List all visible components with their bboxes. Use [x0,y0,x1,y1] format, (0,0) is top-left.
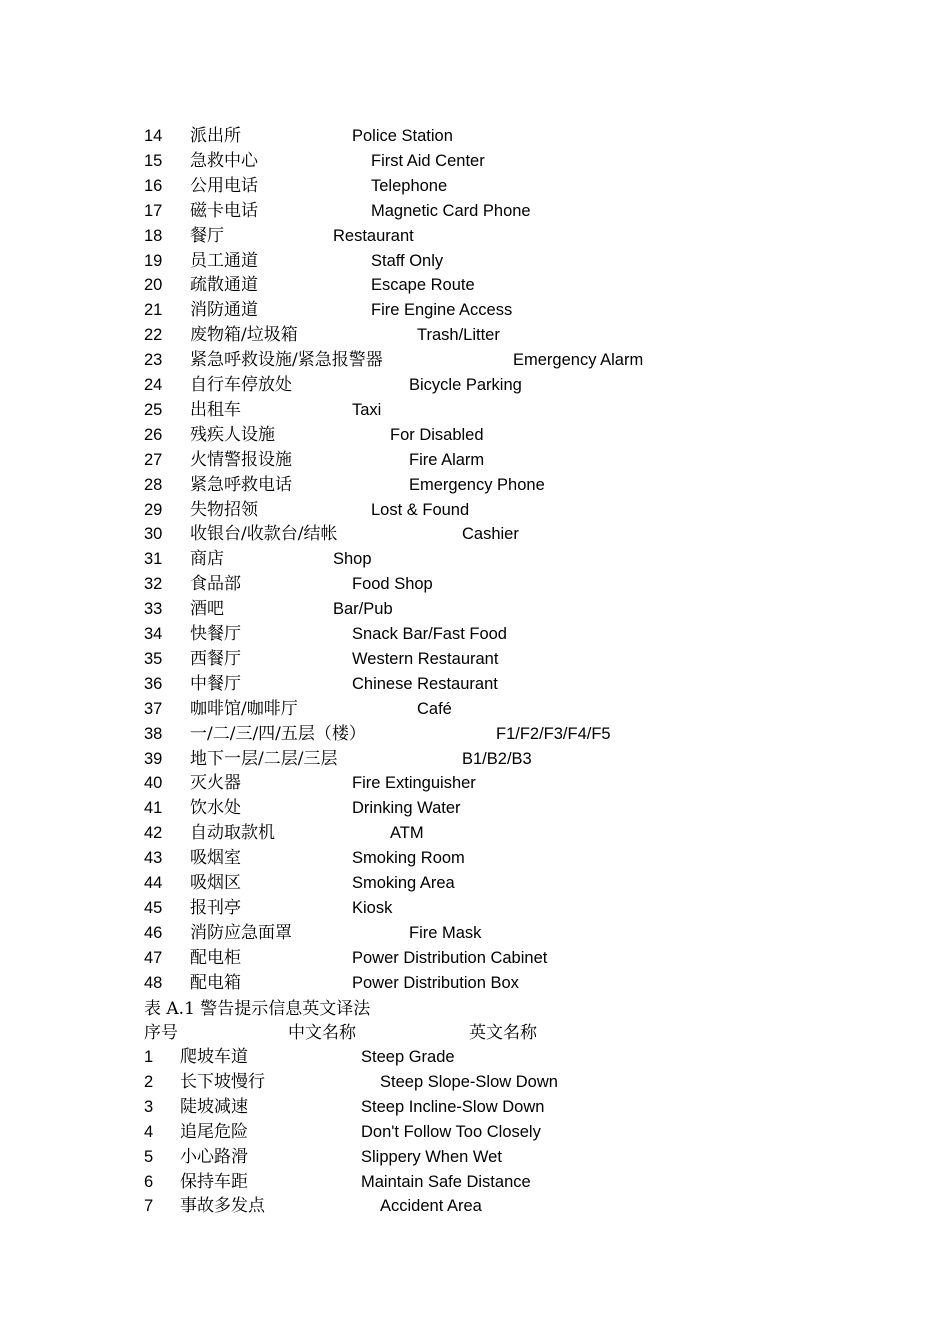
row-number: 33 [144,600,163,619]
chinese-name: 酒吧 [190,599,224,620]
sign-row [0,597,950,622]
sign-row [0,149,950,174]
header-number: 序号 [144,1023,178,1043]
english-name: Fire Extinguisher [352,774,476,793]
sign-row [0,796,950,821]
sign-row [0,298,950,323]
sign-row [0,896,950,921]
sign-row [0,871,950,896]
row-number: 27 [144,450,163,469]
english-name: Telephone [371,176,448,195]
row-number: 16 [144,176,163,195]
row-number: 23 [144,351,163,370]
sign-row [0,448,950,473]
chinese-name: 食品部 [190,574,241,595]
sign-row [0,199,950,224]
table-row [0,1045,950,1070]
chinese-name: 配电箱 [190,972,241,993]
row-number: 34 [144,625,163,643]
english-name: Power Distribution Box [352,973,519,992]
english-name: Steep Slope-Slow Down [380,1072,558,1091]
row-number: 29 [144,500,163,519]
row-number: 35 [144,649,163,668]
english-name: Fire Mask [409,923,482,942]
english-name: Maintain Safe Distance [361,1172,531,1191]
chinese-name: 配电柜 [190,947,241,968]
row-number: 45 [144,898,163,917]
row-number: 1 [144,1048,154,1066]
english-name: Emergency Alarm [513,351,644,370]
row-number: 44 [144,874,163,892]
row-number: 18 [144,226,163,245]
chinese-name: 出租车 [190,399,241,420]
chinese-name: 小心路滑 [180,1146,248,1167]
english-name: Bar/Pub [333,600,393,619]
chinese-name: 饮水处 [190,798,241,819]
english-name: Western Restaurant [352,649,499,668]
english-name: Snack Bar/Fast Food [352,625,507,643]
chinese-name: 陡坡减速 [180,1096,248,1117]
english-name: B1/B2/B3 [462,749,532,768]
row-number: 43 [144,849,163,868]
english-name: Emergency Phone [409,475,545,494]
sign-row [0,921,950,946]
sign-row [0,348,950,373]
sign-row [0,174,950,199]
row-number: 30 [144,525,163,544]
english-name: Smoking Room [352,849,465,868]
table-row [0,1070,950,1095]
english-name: Drinking Water [352,799,461,818]
english-name: Fire Alarm [409,450,485,469]
row-number: 20 [144,276,163,295]
english-name: Shop [333,550,372,569]
sign-row [0,323,950,348]
sign-row [0,273,950,298]
sign-row [0,572,950,597]
chinese-name: 追尾危险 [180,1121,248,1142]
english-name: Kiosk [352,898,393,917]
chinese-name: 吸烟室 [190,848,241,869]
row-number: 42 [144,824,163,843]
english-name: Bicycle Parking [409,376,522,394]
row-number: 24 [144,376,163,394]
english-name: Cashier [462,525,519,544]
sign-row [0,946,950,971]
chinese-name: 一/二/三/四/五层（楼） [190,723,366,744]
row-number: 25 [144,400,163,419]
chinese-name: 自行车停放处 [190,375,292,395]
chinese-name: 灭火器 [190,773,241,794]
chinese-name: 商店 [190,549,224,570]
sign-row [0,697,950,722]
header-chinese-name: 中文名称 [288,1023,356,1043]
english-name: Accident Area [380,1197,482,1216]
sign-row [0,771,950,796]
chinese-name: 消防应急面罩 [190,922,292,943]
english-name: Café [417,699,452,718]
english-name: Trash/Litter [417,326,500,345]
table-row [0,1120,950,1145]
english-name: Escape Route [371,276,475,295]
sign-row [0,722,950,747]
sign-row [0,547,950,572]
table-title [144,996,370,1021]
row-number: 7 [144,1197,154,1216]
sign-row [0,672,950,697]
row-number: 22 [144,326,163,345]
row-number: 2 [144,1072,154,1091]
english-name: Food Shop [352,575,433,594]
chinese-name: 餐厅 [190,225,224,246]
sign-row [0,373,950,398]
sign-row [0,473,950,498]
chinese-name: 消防通道 [190,300,258,321]
row-number: 6 [144,1172,154,1191]
row-number: 38 [144,724,163,743]
row-number: 46 [144,923,163,942]
chinese-name: 急救中心 [190,150,258,171]
chinese-name: 报刊亭 [190,897,241,918]
english-name: Steep Incline-Slow Down [361,1097,545,1116]
sign-row [0,971,950,996]
row-number: 31 [144,550,163,569]
chinese-name: 事故多发点 [180,1196,265,1217]
chinese-name: 紧急呼救电话 [190,474,292,495]
english-name: Magnetic Card Phone [371,201,531,220]
english-name: F1/F2/F3/F4/F5 [496,724,611,743]
row-number: 5 [144,1147,154,1166]
chinese-name: 吸烟区 [190,873,241,893]
english-name: Power Distribution Cabinet [352,948,548,967]
english-name: Staff Only [371,251,444,270]
chinese-name: 西餐厅 [190,648,241,669]
chinese-name: 保持车距 [180,1171,248,1192]
sign-row [0,821,950,846]
row-number: 4 [144,1122,154,1141]
chinese-name: 残疾人设施 [190,424,275,445]
row-number: 32 [144,575,163,594]
chinese-name: 快餐厅 [190,624,241,644]
row-number: 39 [144,749,163,768]
chinese-name: 公用电话 [190,175,258,196]
chinese-name: 疏散通道 [190,275,258,296]
table-row [0,1170,950,1195]
row-number: 37 [144,699,163,718]
english-name: First Aid Center [371,151,485,170]
row-number: 28 [144,475,163,494]
table-row [0,1095,950,1120]
header-english-name: 英文名称 [469,1023,537,1043]
english-name: Steep Grade [361,1048,455,1066]
chinese-name: 自动取款机 [190,823,275,844]
english-name: Fire Engine Access [371,301,513,320]
table-row [0,1145,950,1170]
sign-row [0,498,950,523]
english-name: Don't Follow Too Closely [361,1122,541,1141]
sign-row [0,224,950,249]
chinese-name: 长下坡慢行 [180,1071,265,1092]
row-number: 36 [144,674,163,693]
sign-row [0,398,950,423]
english-name: Smoking Area [352,874,455,892]
row-number: 47 [144,948,163,967]
row-number: 48 [144,973,163,992]
row-number: 15 [144,151,163,170]
sign-row [0,124,950,149]
chinese-name: 火情警报设施 [190,449,292,470]
row-number: 26 [144,425,163,444]
sign-row [0,747,950,772]
sign-row [0,423,950,448]
row-number: 41 [144,799,163,818]
chinese-name: 失物招领 [190,499,258,520]
english-name: Chinese Restaurant [352,674,498,693]
english-name: Lost & Found [371,500,470,519]
table-row [0,1194,950,1219]
english-name: Restaurant [333,226,414,245]
english-name: Police Station [352,127,453,145]
chinese-name: 咖啡馆/咖啡厅 [190,698,298,719]
row-number: 17 [144,201,163,220]
sign-row [0,249,950,274]
chinese-name: 收银台/收款台/结帐 [190,524,338,545]
english-name: Taxi [352,400,382,419]
english-name: For Disabled [390,425,484,444]
chinese-name: 派出所 [190,126,241,146]
sign-row [0,846,950,871]
row-number: 3 [144,1097,154,1116]
row-number: 19 [144,251,163,270]
sign-row [0,522,950,547]
chinese-name: 紧急呼救设施/紧急报警器 [190,350,383,371]
english-name: Slippery When Wet [361,1147,502,1166]
row-number: 14 [144,127,163,145]
english-name: ATM [390,824,424,843]
sign-row [0,622,950,647]
chinese-name: 爬坡车道 [180,1047,248,1067]
chinese-name: 中餐厅 [190,673,241,694]
chinese-name: 废物箱/垃圾箱 [190,325,298,346]
table-header-row [0,1021,950,1046]
chinese-name: 磁卡电话 [190,200,258,221]
chinese-name: 地下一层/二层/三层 [190,748,338,769]
sign-row [0,647,950,672]
table-title-text: 表 A.1 警告提示信息英文译法 [144,999,371,1019]
row-number: 21 [144,301,163,320]
chinese-name: 员工通道 [190,250,258,271]
row-number: 40 [144,774,163,793]
